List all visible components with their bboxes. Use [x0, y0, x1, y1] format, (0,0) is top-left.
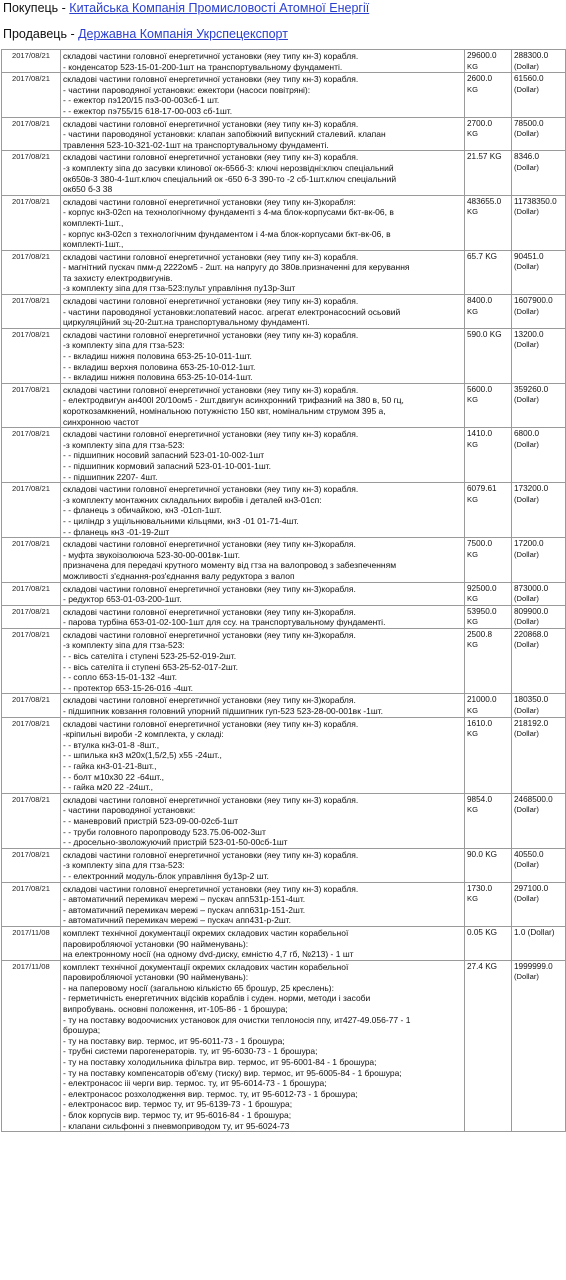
date-cell: 2017/08/21 — [2, 793, 61, 848]
description-line: комплекті-1шт., — [63, 217, 124, 228]
price-cell — [512, 960, 566, 1132]
description-line: складові частини головної енергетичної установки (яеу типу кн-3)корабля. — [63, 539, 356, 550]
date-cell: 2017/08/21 — [2, 628, 61, 694]
description-line: комплект технічної документації окремих складових частин корабельної — [63, 961, 349, 972]
description-line: складові частини головної енергетичної установки (яеу типу кн-3) корабля. — [63, 794, 359, 805]
description-line: - - маневровий пристрій 523-09-00-02сб-1шт — [63, 815, 239, 826]
price-currency: (Dollar) — [514, 706, 539, 716]
description-line: складові частини головної енергетичної установки (яеу типу кн-3) корабля. — [63, 251, 359, 262]
description-line: - автоматичний перемикач мережі – пускач апп531р-151-4шт. — [63, 894, 306, 905]
description-line: - муфта звукоізолююча 523-30-00-001вк-1шт. — [63, 549, 240, 560]
price-value: 40550.0 — [514, 849, 544, 859]
quantity-unit: KG — [467, 549, 478, 559]
description-line: - - підшипник носовий запасний 523-01-10-002-1шт — [63, 450, 265, 461]
price-value: 873000.0 — [514, 583, 549, 593]
description-cell — [61, 383, 465, 427]
price-currency: (Dollar) — [514, 729, 539, 739]
quantity-unit: KG — [467, 129, 478, 139]
quantity-value: 53950.0 — [467, 606, 497, 616]
description-line: на електронному носії (на одному dvd-диску, ємністю 4,7 гб, №213) - 1 шт — [63, 949, 354, 960]
description-line: - корпус кн3-02сп з технологічним фундаментом і 4-ма блок-корпусами бкт-вк-06, в — [63, 228, 391, 239]
quantity-value: 27.4 KG — [467, 961, 498, 971]
date-cell: 2017/08/21 — [2, 428, 61, 483]
price-currency: (Dollar) — [514, 439, 539, 449]
price-value: 809900.0 — [514, 606, 549, 616]
quantity-value: 7500.0 — [467, 539, 493, 549]
description-line: -з комплекту монтажних складальних виробів і деталей кн3-01сп: — [63, 494, 322, 505]
description-line: короткозамкнений, номінальною потужністю 150 квт, номінальним струмом 395 а, — [63, 406, 386, 416]
description-line: - - гайка м20 22 -24шт., — [63, 782, 154, 793]
description-line: ок650в-3 380-4-1шт.ключ спеціальний ок -650 6-3 390-то -2 сб-1шт.ключ спеціальний — [63, 173, 397, 184]
description-cell — [61, 848, 465, 882]
description-line: -з комплекту зіпа для гтза-523: — [63, 640, 185, 651]
description-line: - частини пароводяної установки: — [63, 805, 196, 816]
quantity-unit: KG — [467, 84, 478, 94]
quantity-unit: KG — [467, 729, 478, 739]
records-table — [1, 49, 566, 1132]
price-cell — [512, 605, 566, 628]
quantity-value: 1410.0 — [467, 429, 493, 439]
description-line: можливості з'єднання-роз'єднання валу редуктора з валоп — [63, 570, 295, 581]
description-line: складові частини головної енергетичної установки (яеу типу кн-3)корабля. — [63, 695, 356, 706]
description-line: складові частини головної енергетичної установки (яеу типу кн-3) корабля. — [63, 296, 359, 307]
price-currency: (Dollar) — [514, 84, 539, 94]
quantity-cell — [465, 960, 512, 1132]
description-cell — [61, 694, 465, 717]
price-currency: (Dollar) — [514, 640, 539, 650]
description-line: брошура; — [63, 1025, 101, 1036]
description-line: - - циліндр з ущільнювальними кільцями, кн3 -01 01-71-4шт. — [63, 515, 299, 526]
table-row — [2, 605, 566, 628]
date-cell: 2017/08/21 — [2, 848, 61, 882]
description-line: паровиробляючої установки (90 найменувань): — [63, 938, 249, 949]
date-cell: 2017/08/21 — [2, 117, 61, 151]
quantity-value: 0.05 KG — [467, 927, 498, 937]
description-line: - - ежектор пэ120/15 пэ3-00-003сб-1 шт. — [63, 95, 220, 106]
price-value: 288300.0 — [514, 51, 549, 60]
description-line: складові частини головної енергетичної установки (яеу типу кн-3)корабля: — [63, 196, 356, 207]
quantity-value: 1730.0 — [467, 883, 493, 893]
description-line: - частини пароводяної установки: клапан запобіжний випускний сталевий. клапан — [63, 129, 386, 140]
description-cell — [61, 793, 465, 848]
price-value: 17200.0 — [514, 539, 544, 549]
quantity-unit: KG — [467, 306, 478, 316]
description-cell — [61, 483, 465, 538]
table-row — [2, 195, 566, 250]
quantity-cell — [465, 50, 512, 73]
price-value: 13200.0 — [514, 329, 544, 339]
price-currency: (Dollar) — [514, 61, 539, 71]
description-cell — [61, 73, 465, 117]
description-line: - - дросельно-зволожуючий пристрій 523-01-50-00сб-1шт — [63, 837, 288, 848]
date-cell: 2017/08/21 — [2, 605, 61, 628]
description-line: - - гайка кн3-01-21-8шт., — [63, 761, 157, 771]
description-line: - магнітний пускач пмм-д 2222ом5 - 2шт. на напругу до 380в.призначенні для керування — [63, 262, 410, 273]
price-currency: (Dollar) — [514, 395, 539, 405]
description-line: - - сопло 653-15-01-132 -4шт. — [63, 672, 178, 683]
date-cell: 2017/08/21 — [2, 717, 61, 793]
price-value: 61560.0 — [514, 74, 544, 84]
quantity-cell — [465, 295, 512, 329]
price-cell — [512, 926, 566, 960]
description-line: -кріпильні вироби -2 комплекта, у складі: — [63, 729, 224, 740]
price-cell — [512, 717, 566, 793]
description-line: - блок корпусів вир. термос ту, ит 95-6016-84 - 1 брошура; — [63, 1110, 292, 1120]
quantity-cell — [465, 848, 512, 882]
price-cell — [512, 250, 566, 294]
price-currency: (Dollar) — [514, 894, 539, 904]
description-line: - трубні системи парогенераторів. ту, ит 95-6030-73 - 1 брошура; — [63, 1046, 318, 1057]
quantity-cell — [465, 483, 512, 538]
quantity-unit: KG — [467, 61, 478, 71]
description-line: - - труби головного паропроводу 523.75.06-002-3шт — [63, 826, 266, 837]
price-value: 297100.0 — [514, 883, 549, 893]
quantity-cell — [465, 793, 512, 848]
description-line: - - вісь сателіта іі ступені 653-25-52-017-2шт. — [63, 661, 238, 672]
description-cell — [61, 195, 465, 250]
date-cell: 2017/08/21 — [2, 250, 61, 294]
price-cell — [512, 73, 566, 117]
description-line: циркуляційний эц-20-2шт.на транспортувальному фундаменті. — [63, 317, 310, 328]
buyer-label: Покупець - — [3, 1, 70, 15]
table-row — [2, 694, 566, 717]
description-line: - - вісь сателіта і ступені 523-25-52-019-2шт. — [63, 651, 237, 662]
description-line: комплект технічної документації окремих складових частин корабельної — [63, 927, 349, 938]
description-line: складові частини головної енергетичної установки (яеу типу кн-3) корабля. — [63, 384, 359, 395]
description-cell — [61, 428, 465, 483]
table-row — [2, 960, 566, 1132]
description-line: - ту на поставку вир. термос, ит 95-6011-73 - 1 брошура; — [63, 1035, 285, 1046]
quantity-value: 590.0 KG — [467, 329, 502, 339]
description-line: складові частини головної енергетичної установки (яеу типу кн-3) корабля. — [63, 429, 359, 440]
price-value: 180350.0 — [514, 695, 549, 705]
price-currency: (Dollar) — [514, 972, 539, 982]
description-line: складові частини головної енергетичної установки (яеу типу кн-3) корабля. — [63, 849, 359, 860]
description-line: - електронасос вир. термос ту, ит 95-6139-73 - 1 брошура; — [63, 1099, 293, 1110]
buyer-link[interactable]: Китайська Компанія Промисловості Атомної Енергії — [69, 1, 370, 15]
quantity-value: 2500.8 — [467, 629, 493, 639]
description-line: - - вкладиш верхня половина 653-25-10-012-1шт. — [63, 361, 256, 372]
description-line: - - підшипник кормовий запасний 523-01-10-001-1шт. — [63, 460, 271, 471]
description-cell — [61, 151, 465, 195]
buyer-line — [0, 1, 369, 16]
description-line: ок650 б-3 38 — [63, 184, 113, 195]
price-cell — [512, 295, 566, 329]
description-line: складові частини головної енергетичної установки (яеу типу кн-3)корабля. — [63, 583, 356, 594]
description-cell — [61, 117, 465, 151]
price-value: 78500.0 — [514, 118, 544, 128]
table-row — [2, 328, 566, 383]
quantity-cell — [465, 605, 512, 628]
price-currency: (Dollar) — [514, 617, 539, 627]
description-cell — [61, 882, 465, 926]
description-line: - герметичність енергетичних відсіків кораблів і суден. норми, методи і засоби — [63, 993, 371, 1004]
quantity-unit: KG — [467, 805, 478, 815]
description-line: -з комплекту зіпа для гтза-523: — [63, 860, 185, 871]
date-cell: 2017/08/21 — [2, 538, 61, 582]
date-cell: 2017/08/21 — [2, 582, 61, 605]
table-row — [2, 483, 566, 538]
price-value: 1607900.0 — [514, 296, 553, 306]
quantity-cell — [465, 73, 512, 117]
date-cell: 2017/08/21 — [2, 483, 61, 538]
description-line: - - фланець з обичайкою, кн3 -01сп-1шт. — [63, 505, 222, 516]
description-line: - конденсатор 523-15-01-200-1шт на транспортувальному фундаменті. — [63, 61, 343, 72]
price-currency: (Dollar) — [514, 549, 539, 559]
description-line: - автоматичний перемикач мережі – пускач апп431-р-2шт. — [63, 915, 291, 926]
table-row — [2, 295, 566, 329]
price-value: 1.0 (Dollar) — [514, 927, 555, 937]
table-row — [2, 848, 566, 882]
description-line: складові частини головної енергетичної установки (яеу типу кн-3) корабля. — [63, 118, 359, 129]
description-line: складові частини головної енергетичної установки (яеу типу кн-3) корабля. — [63, 718, 359, 729]
description-line: - частини пароводяної установки: ежектори (насоси повітряні): — [63, 84, 311, 95]
price-currency: (Dollar) — [514, 860, 539, 870]
description-line: - ту на поставку холодильника фільтра вир. термос, ит 95-6001-84 - 1 брошура; — [63, 1057, 377, 1068]
quantity-cell — [465, 195, 512, 250]
description-line: - - вкладиш нижня половина 653-25-10-014-1шт. — [63, 372, 253, 383]
description-cell — [61, 960, 465, 1132]
description-cell — [61, 582, 465, 605]
price-value: 90451.0 — [514, 251, 544, 261]
date-cell: 2017/08/21 — [2, 882, 61, 926]
description-cell — [61, 717, 465, 793]
quantity-cell — [465, 538, 512, 582]
price-currency: (Dollar) — [514, 129, 539, 139]
quantity-cell — [465, 328, 512, 383]
description-line: - - болт м10х30 22 -64шт., — [63, 771, 164, 782]
date-cell: 2017/08/21 — [2, 328, 61, 383]
price-cell — [512, 793, 566, 848]
description-line: - - протектор 653-15-26-016 -4шт. — [63, 682, 194, 693]
description-line: складові частини головної енергетичної установки (яеу типу кн-3)корабля. — [63, 629, 356, 640]
price-cell — [512, 50, 566, 73]
price-cell — [512, 483, 566, 538]
description-line: складові частини головної енергетичної установки (яеу типу кн-3) корабля. — [63, 484, 359, 495]
quantity-cell — [465, 717, 512, 793]
date-cell: 2017/08/21 — [2, 50, 61, 73]
description-line: -з комплекту зіпа до засувки клинової ок-656б-3: ключі нерозвідні:ключ спеціальний — [63, 162, 394, 173]
quantity-cell — [465, 582, 512, 605]
table-row — [2, 628, 566, 694]
price-currency: (Dollar) — [514, 207, 539, 217]
quantity-value: 21000.0 — [467, 695, 497, 705]
quantity-unit: KG — [467, 706, 478, 716]
description-cell — [61, 605, 465, 628]
price-cell — [512, 882, 566, 926]
quantity-value: 1610.0 — [467, 718, 493, 728]
description-line: - електронасос розхолодження вир. термос. ту, ит 95-6012-73 - 1 брошура; — [63, 1088, 358, 1099]
price-cell — [512, 582, 566, 605]
description-line: - ту на поставку водоочисних установок для очистки теплоносія ппу, ит427-49.056-77 - 1 — [63, 1014, 411, 1025]
description-line: паровиробляючої установки (90 найменувань): — [63, 972, 249, 983]
quantity-value: 9854.0 — [467, 794, 493, 804]
description-line: - - ежектор пэ755/15 618-17-00-003 сб-1шт. — [63, 105, 233, 116]
quantity-unit: KG — [467, 439, 478, 449]
quantity-value: 29600.0 — [467, 51, 497, 60]
quantity-cell — [465, 628, 512, 694]
description-cell — [61, 328, 465, 383]
description-cell — [61, 295, 465, 329]
quantity-unit: KG — [467, 894, 478, 904]
price-currency: (Dollar) — [514, 306, 539, 316]
quantity-value: 90.0 KG — [467, 849, 498, 859]
price-currency: (Dollar) — [514, 162, 539, 172]
table-row — [2, 926, 566, 960]
date-cell: 2017/08/21 — [2, 694, 61, 717]
quantity-value: 5600.0 — [467, 384, 493, 394]
quantity-value: 483655.0 — [467, 196, 502, 206]
table-row — [2, 250, 566, 294]
description-line: складові частини головної енергетичної установки (яеу типу кн-3) корабля. — [63, 74, 359, 85]
description-line: - корпус кн3-02сп на технологічному фундаменті з 4-ма блок-корпусами бкт-вк-06, в — [63, 207, 394, 218]
price-cell — [512, 628, 566, 694]
description-line: - - фланець кн3 -01-19-2шт — [63, 526, 170, 537]
price-cell — [512, 328, 566, 383]
description-line: - парова турбіна 653-01-02-100-1шт для ссу. на транспортувальному фундаменті. — [63, 617, 386, 628]
description-line: -з комплекту зіпа для гтза-523: — [63, 340, 185, 351]
price-cell — [512, 848, 566, 882]
description-line: випробувань. основні положення, ит-105-86 - 1 брошура; — [63, 1004, 288, 1015]
description-line: складові частини головної енергетичної установки (яеу типу кн-3) корабля. — [63, 329, 359, 340]
quantity-cell — [465, 250, 512, 294]
quantity-unit: KG — [467, 207, 478, 217]
description-line: - підшипник ковзання головний упорний підшипник гуп-523 523-28-00-001вк -1шт. — [63, 706, 383, 717]
price-value: 2468500.0 — [514, 794, 553, 804]
quantity-cell — [465, 694, 512, 717]
price-currency: (Dollar) — [514, 494, 539, 504]
description-line: синхронною частот — [63, 416, 139, 427]
description-line: - - електронний модуль-блок управління бу13р-2 шт. — [63, 870, 269, 881]
description-line: призначена для передачі крутного моменту від гтза на валопровод з забезпеченням — [63, 560, 397, 571]
price-value: 8346.0 — [514, 152, 540, 162]
price-value: 220868.0 — [514, 629, 549, 639]
description-line: -з комплекту зіпа для гтза-523: — [63, 439, 185, 450]
description-line: - автоматичний перемикач мережі – пускач апп631р-151-2шт. — [63, 904, 306, 915]
quantity-unit: KG — [467, 494, 478, 504]
records-body — [2, 50, 566, 1132]
quantity-value: 6079.61 — [467, 484, 497, 494]
table-row — [2, 151, 566, 195]
description-line: - частини пароводяної установки:лопатевий насос. агрегат електронасосний осьовий — [63, 306, 401, 317]
quantity-value: 2700.0 — [467, 118, 493, 128]
description-line: -з комплекту зіпа для гтза-523:пульт управління пу13р-3шт — [63, 283, 296, 294]
description-line: - електронасос ііі черги вир. термос. ту, ит 95-6014-73 - 1 брошура; — [63, 1078, 327, 1089]
price-value: 218192.0 — [514, 718, 549, 728]
date-cell: 2017/08/21 — [2, 151, 61, 195]
table-row — [2, 882, 566, 926]
date-cell: 2017/08/21 — [2, 195, 61, 250]
price-cell — [512, 538, 566, 582]
price-cell — [512, 151, 566, 195]
description-cell — [61, 50, 465, 73]
price-cell — [512, 117, 566, 151]
description-line: - - підшипник 2207- 4шт. — [63, 471, 158, 482]
description-line: - на паперовому носії (загальною кількістю 65 брошур, 25 креслень): — [63, 982, 334, 993]
date-cell: 2017/11/08 — [2, 960, 61, 1132]
table-row — [2, 582, 566, 605]
date-cell: 2017/11/08 — [2, 926, 61, 960]
price-value: 173200.0 — [514, 484, 549, 494]
description-line: - - вкладиш нижня половина 653-25-10-011-1шт. — [63, 351, 252, 362]
price-value: 6800.0 — [514, 429, 540, 439]
seller-label: Продавець - — [3, 27, 79, 41]
price-currency: (Dollar) — [514, 262, 539, 272]
description-line: комплекті-1шт., — [63, 239, 124, 250]
quantity-value: 65.7 KG — [467, 251, 498, 261]
table-row — [2, 117, 566, 151]
description-line: складові частини головної енергетичної установки (яеу типу кн-3) корабля. — [63, 152, 359, 163]
quantity-cell — [465, 882, 512, 926]
quantity-unit: KG — [467, 617, 478, 627]
quantity-value: 92500.0 — [467, 583, 497, 593]
quantity-cell — [465, 383, 512, 427]
description-cell — [61, 628, 465, 694]
price-value: 1999999.0 — [514, 961, 553, 971]
description-line: - ту на поставку компенсаторів об'єму (тиску) вир. термос, ит 95-6005-84 - 1 брошура; — [63, 1067, 402, 1078]
date-cell: 2017/08/21 — [2, 383, 61, 427]
description-cell — [61, 538, 465, 582]
description-line: - - шпилька кн3 м20х(1,5/2,5) х55 -24шт., — [63, 750, 222, 761]
description-cell — [61, 250, 465, 294]
quantity-value: 21.57 KG — [467, 152, 502, 162]
price-currency: (Dollar) — [514, 340, 539, 350]
price-currency: (Dollar) — [514, 594, 539, 604]
description-line: складові частини головної енергетичної установки (яеу типу кн-3)корабля. — [63, 606, 356, 617]
seller-link[interactable]: Державна Компанія Укрспецекспорт — [78, 27, 288, 41]
description-cell — [61, 926, 465, 960]
description-line: складові частини головної енергетичної установки (яеу типу кн-3) корабля. — [63, 51, 359, 61]
price-cell — [512, 195, 566, 250]
table-row — [2, 538, 566, 582]
quantity-cell — [465, 926, 512, 960]
price-value: 359260.0 — [514, 384, 549, 394]
table-row — [2, 428, 566, 483]
table-row — [2, 793, 566, 848]
description-line: - - втулка кн3-01-8 -8шт., — [63, 739, 160, 750]
price-cell — [512, 383, 566, 427]
price-cell — [512, 428, 566, 483]
quantity-cell — [465, 428, 512, 483]
description-line: - клапани сильфонні з пневмоприводом ту, ит 95-6024-73 — [63, 1120, 290, 1131]
table-row — [2, 73, 566, 117]
description-line: - редуктор 653-01-03-200-1шт. — [63, 594, 182, 605]
table-row — [2, 383, 566, 427]
quantity-cell — [465, 117, 512, 151]
price-cell — [512, 694, 566, 717]
seller-line — [0, 27, 288, 42]
description-line: - електродвигун ан400l 20/10ом5 - 2шт.двигун асинхронний трифазний на 380 в, 50 гц, — [63, 395, 404, 406]
description-line: травлення 523-10-321-02-1шт на транспортувальному фундаменті. — [63, 139, 329, 150]
quantity-cell — [465, 151, 512, 195]
description-line: та захисту електродвигунів. — [63, 272, 173, 283]
date-cell: 2017/08/21 — [2, 73, 61, 117]
description-line: складові частини головної енергетичної установки (яеу типу кн-3) корабля. — [63, 883, 359, 894]
date-cell: 2017/08/21 — [2, 295, 61, 329]
price-value: 11738350.0 — [514, 196, 557, 206]
quantity-unit: KG — [467, 594, 478, 604]
table-row — [2, 717, 566, 793]
price-currency: (Dollar) — [514, 805, 539, 815]
quantity-value: 2600.0 — [467, 74, 493, 84]
quantity-value: 8400.0 — [467, 296, 493, 306]
quantity-unit: KG — [467, 640, 478, 650]
quantity-unit: KG — [467, 395, 478, 405]
table-row — [2, 50, 566, 73]
